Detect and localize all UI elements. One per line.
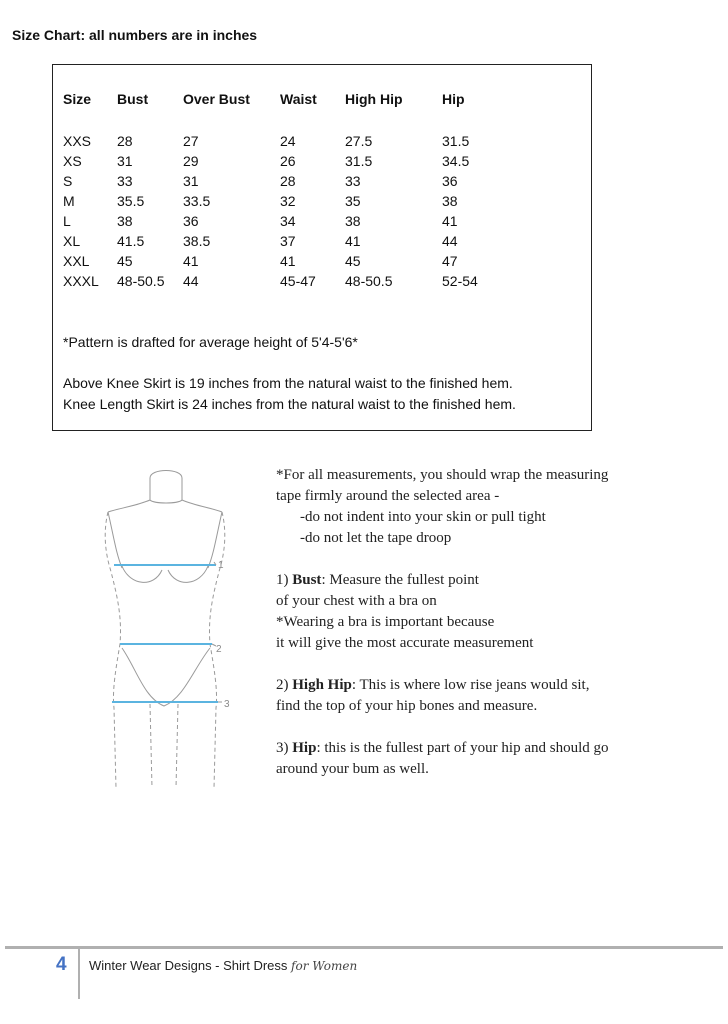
cell-bust: 35.5 [117,193,145,209]
high-hip-line: : This is where low rise jeans would sit, [351,677,590,693]
cell-bust: 33 [117,173,133,189]
table-row [63,231,502,251]
table-row [63,251,502,271]
bust-line: : Measure the fullest point [321,572,479,588]
header-size: Size [63,91,92,107]
cell-high-hip: 33 [345,173,361,189]
header-high-hip: High Hip [345,91,403,107]
cell-waist: 34 [280,213,296,229]
cell-hip: 36 [442,173,458,189]
cell-high-hip: 38 [345,213,361,229]
cell-high-hip: 31.5 [345,153,373,169]
label-3: 3 [224,699,230,710]
footer-vertical-divider [78,949,80,999]
cell-size: XXXL [63,273,99,289]
cell-high-hip: 45 [345,253,361,269]
cell-size: XXL [63,253,90,269]
cell-over-bust: 29 [183,153,199,169]
footer-divider [5,946,723,949]
cell-size: S [63,173,73,189]
intro-line: *For all measurements, you should wrap the measuring [276,467,609,483]
table-row [63,191,502,211]
cell-size: XXS [63,133,92,149]
page-number: 4 [56,954,67,975]
page-heading: Size Chart: all numbers are in inches [12,27,258,43]
intro-line: tape firmly around the selected area - [276,488,500,504]
cell-bust: 45 [117,253,133,269]
cell-size: M [63,193,75,209]
hip-label: Hip [292,740,317,756]
cell-bust: 28 [117,133,133,149]
cell-over-bust: 33.5 [183,193,211,209]
measuring-instructions [276,465,696,801]
hip-number: 3) [276,740,293,756]
high-hip-number: 2) [276,677,293,693]
bust-line: of your chest with a bra on [276,593,437,609]
footer-script-text: for Women [291,959,358,973]
bust-label: Bust [292,572,322,588]
above-knee-note: Above Knee Skirt is 19 inches from the natural waist to the finished hem. [63,375,513,391]
cell-size: L [63,213,71,229]
cell-waist: 37 [280,233,296,249]
table-row [63,171,502,191]
table-row [63,271,502,291]
cell-bust: 38 [117,213,133,229]
cell-hip: 31.5 [442,133,470,149]
header-waist: Waist [280,91,317,107]
table-header-row [63,91,502,113]
cell-over-bust: 36 [183,213,199,229]
cell-high-hip: 27.5 [345,133,373,149]
high-hip-line: find the top of your hip bones and measure. [276,698,538,714]
size-chart-box [52,64,592,431]
knee-length-note: Knee Length Skirt is 24 inches from the natural waist to the finished hem. [63,396,516,412]
cell-over-bust: 27 [183,133,199,149]
cell-high-hip: 35 [345,193,361,209]
header-hip: Hip [442,91,465,107]
header-bust: Bust [117,91,149,107]
bust-line: it will give the most accurate measurement [276,635,534,651]
cell-hip: 38 [442,193,458,209]
cell-waist: 32 [280,193,296,209]
table-row [63,131,502,151]
header-over-bust: Over Bust [183,91,250,107]
dress-form-illustration [92,458,242,788]
cell-over-bust: 41 [183,253,199,269]
cell-waist: 26 [280,153,296,169]
cell-over-bust: 44 [183,273,199,289]
label-2: 2 [216,644,222,655]
cell-hip: 34.5 [442,153,470,169]
bust-number: 1) [276,572,293,588]
cell-size: XL [63,233,81,249]
table-row [63,151,502,171]
cell-hip: 52-54 [442,273,478,289]
cell-hip: 47 [442,253,458,269]
label-1: 1 [218,560,224,571]
cell-over-bust: 31 [183,173,199,189]
cell-hip: 44 [442,233,458,249]
footer-title [89,958,357,973]
cell-hip: 41 [442,213,458,229]
cell-over-bust: 38.5 [183,233,211,249]
hip-line: : this is the fullest part of your hip and should go [316,740,609,756]
cell-high-hip: 41 [345,233,361,249]
cell-bust: 41.5 [117,233,145,249]
cell-high-hip: 48-50.5 [345,273,393,289]
cell-waist: 28 [280,173,296,189]
table-row [63,211,502,231]
height-note: *Pattern is drafted for average height of 5'4-5'6* [63,334,358,350]
bust-line: *Wearing a bra is important because [276,614,495,630]
cell-waist: 24 [280,133,296,149]
cell-bust: 48-50.5 [117,273,165,289]
cell-bust: 31 [117,153,133,169]
cell-size: XS [63,153,82,169]
high-hip-label: High Hip [292,677,352,693]
intro-line: -do not indent into your skin or pull tight [300,509,546,525]
cell-waist: 41 [280,253,296,269]
intro-line: -do not let the tape droop [300,530,452,546]
footer-text: Winter Wear Designs - Shirt Dress [89,958,292,973]
size-table [63,91,502,291]
measurement-figure [92,458,242,793]
cell-waist: 45-47 [280,273,316,289]
hip-line: around your bum as well. [276,761,429,777]
